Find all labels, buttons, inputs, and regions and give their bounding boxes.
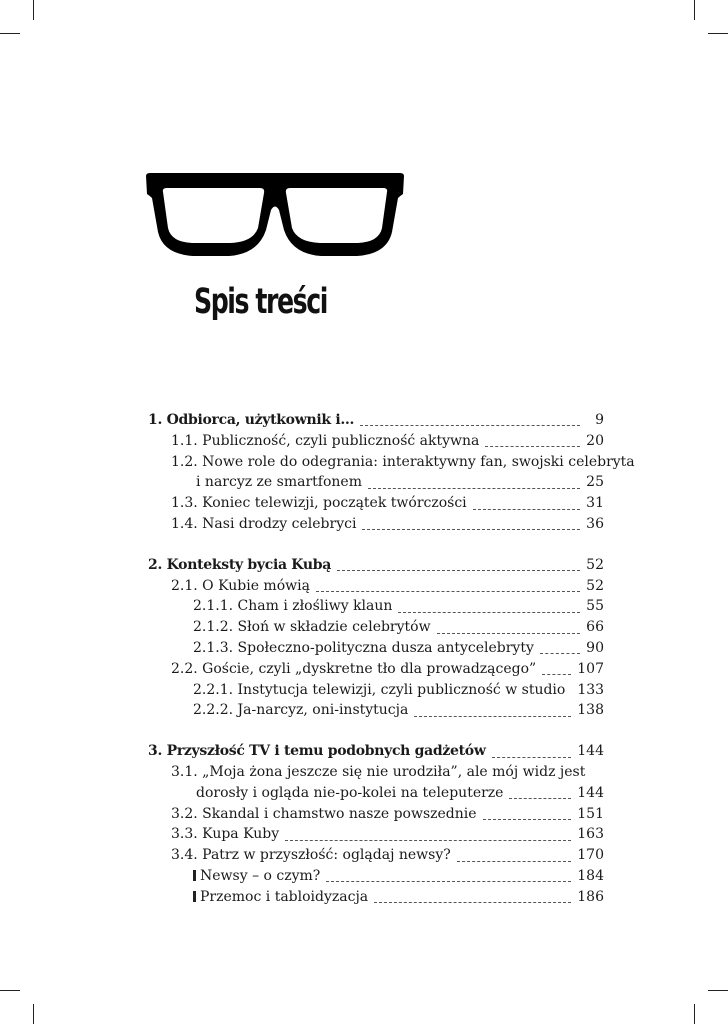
toc-entry-title: dorosły i ogląda nie-po-kolei na teleputerze <box>196 784 504 801</box>
crop-mark-bottom-left-v <box>33 1004 34 1024</box>
dot-leader <box>542 673 571 675</box>
toc-chapter-entry[interactable] <box>148 555 604 576</box>
toc-page-number: 31 <box>586 495 604 512</box>
bullet-marker-icon <box>193 891 196 902</box>
toc-entry-title: 1.1. Publiczność, czyli publiczność aktywna <box>171 432 480 449</box>
crop-mark-bottom-left-h <box>0 990 20 991</box>
toc-entry-title: 3. Przyszłość TV i temu podobnych gadżetów <box>148 743 486 760</box>
dot-leader <box>316 590 580 592</box>
toc-page-number: 52 <box>586 577 604 594</box>
dot-leader <box>368 487 580 489</box>
toc-page-number: 36 <box>586 515 604 532</box>
bullet-marker-icon <box>193 870 196 881</box>
toc-page-number: 186 <box>577 888 604 905</box>
dot-leader <box>326 880 571 882</box>
toc-entry-title: 2.1.1. Cham i złośliwy klaun <box>193 598 393 615</box>
toc-page-number: 133 <box>577 681 605 698</box>
toc-entry-title: 2.1.3. Społeczno-polityczna dusza antycelebryty <box>193 639 534 656</box>
dot-leader <box>362 528 580 530</box>
page-title: Spis treści <box>194 282 327 322</box>
toc-entry[interactable] <box>148 431 604 452</box>
toc-entry-title: Przemoc i tabloidyzacja <box>200 888 369 905</box>
dot-leader <box>374 901 571 903</box>
toc-page-number: 138 <box>577 702 604 719</box>
dot-leader <box>492 756 572 758</box>
dot-leader <box>337 569 580 571</box>
toc-page-number: 25 <box>586 474 604 491</box>
toc-entry-title: 2.1. O Kubie mówią <box>171 577 310 594</box>
toc-entry[interactable] <box>148 659 604 680</box>
dot-leader <box>540 652 580 654</box>
crop-mark-top-right-v <box>694 0 695 20</box>
table-of-contents <box>148 410 635 908</box>
toc-page-number: 184 <box>577 867 604 884</box>
dot-leader <box>437 632 580 634</box>
toc-chapter-entry[interactable] <box>148 741 604 762</box>
toc-page-number: 163 <box>577 826 604 843</box>
toc-entry[interactable] <box>148 576 604 597</box>
toc-page-number: 144 <box>577 743 604 760</box>
toc-entry-title: i narcyz ze smartfonem <box>196 474 362 491</box>
crop-mark-bottom-right-h <box>708 990 728 991</box>
toc-entry-title: 3.1. „Moja żona jeszcze się nie urodziła”, ale mój widz jest <box>171 763 586 780</box>
toc-entry <box>148 762 604 783</box>
toc-page-number: 170 <box>577 847 604 864</box>
dot-leader <box>285 839 571 841</box>
dot-leader <box>473 508 580 510</box>
toc-entry-title: 1. Odbiorca, użytkownik i… <box>148 412 355 428</box>
toc-entry-title: 2.1.2. Słoń w składzie celebrytów <box>193 619 431 636</box>
toc-entry-title: 2.2.2. Ja-narcyz, oni-instytucja <box>193 702 409 719</box>
crop-mark-bottom-right-v <box>694 1004 695 1024</box>
toc-entry[interactable] <box>148 596 604 617</box>
toc-page-number: 90 <box>586 639 604 656</box>
toc-page-number: 52 <box>586 556 604 573</box>
toc-entry <box>148 452 635 473</box>
toc-entry[interactable] <box>148 680 604 701</box>
toc-entry[interactable] <box>148 493 604 514</box>
toc-entry-title: 2.2.1. Instytucja telewizji, czyli publiczność w studio <box>193 681 566 698</box>
toc-entry-title: 3.3. Kupa Kuby <box>171 826 280 843</box>
toc-entry[interactable] <box>148 638 604 659</box>
toc-page-number: 9 <box>595 412 604 428</box>
toc-entry-title: 1.3. Koniec telewizji, początek twórczości <box>171 495 467 512</box>
crop-mark-top-right-h <box>708 33 728 34</box>
dot-leader <box>414 715 571 717</box>
section-spacer <box>148 721 604 741</box>
toc-page-number: 20 <box>586 432 604 449</box>
toc-page-number: 151 <box>577 805 604 822</box>
dot-leader <box>485 445 580 447</box>
toc-entry-title: 2. Konteksty bycia Kubą <box>148 556 332 573</box>
dot-leader <box>398 611 580 613</box>
toc-entry-title: 3.4. Patrz w przyszłość: oglądaj newsy? <box>171 847 451 864</box>
toc-entry[interactable] <box>148 514 604 535</box>
section-spacer <box>148 535 604 555</box>
toc-entry[interactable] <box>148 783 604 804</box>
toc-entry-title: 1.4. Nasi drodzy celebryci <box>171 515 357 532</box>
toc-entry[interactable] <box>148 866 604 887</box>
toc-entry[interactable] <box>148 887 604 908</box>
toc-page-number: 107 <box>577 660 604 677</box>
toc-entry-title: Newsy – o czym? <box>200 867 321 884</box>
toc-entry[interactable] <box>148 617 604 638</box>
glasses-icon <box>146 170 404 258</box>
toc-page-number: 144 <box>577 784 604 801</box>
toc-entry[interactable] <box>148 845 604 866</box>
toc-entry-title: 1.2. Nowe role do odegrania: interaktywny fan, swojski celebryta <box>171 453 635 470</box>
dot-leader <box>509 797 571 799</box>
dot-leader <box>457 860 572 862</box>
toc-entry[interactable] <box>148 804 604 825</box>
toc-entry-title: 2.2. Goście, czyli „dyskretne tło dla prowadzącego” <box>171 660 537 677</box>
toc-page-number: 55 <box>586 598 604 615</box>
dot-leader <box>360 424 580 426</box>
toc-chapter-entry[interactable] <box>148 410 604 431</box>
crop-mark-top-left-v <box>33 0 34 20</box>
toc-entry[interactable] <box>148 472 604 493</box>
toc-page-number: 66 <box>586 619 604 636</box>
crop-mark-top-left-h <box>0 33 20 34</box>
toc-entry[interactable] <box>148 700 604 721</box>
dot-leader <box>483 818 572 820</box>
toc-entry-title: 3.2. Skandal i chamstwo nasze powszednie <box>171 805 477 822</box>
toc-entry[interactable] <box>148 824 604 845</box>
